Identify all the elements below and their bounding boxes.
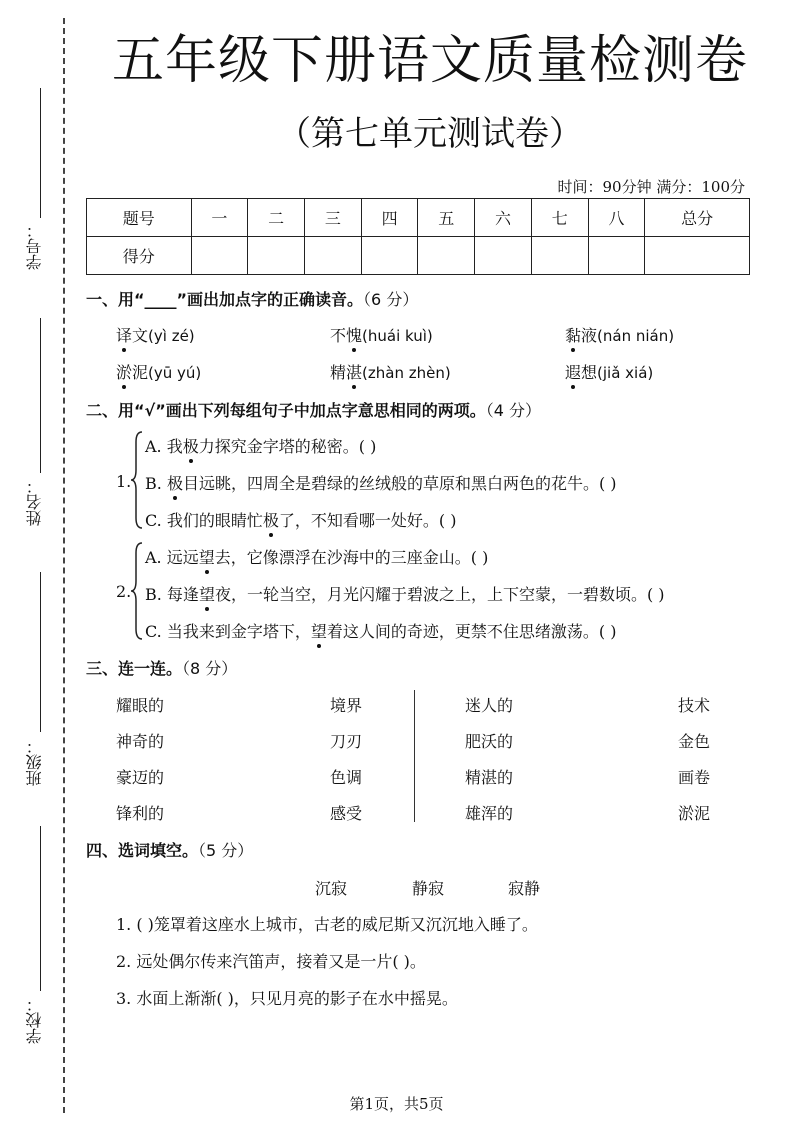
match-word[interactable]: 刀刃 [330, 732, 363, 751]
match-divider [414, 690, 415, 822]
fill-blank-item[interactable]: 1. ( )笼罩着这座水上城市，古老的威尼斯又沉沉地入睡了。 [116, 915, 538, 934]
match-word[interactable]: 淤泥 [678, 804, 711, 823]
match-word[interactable]: 感受 [330, 804, 363, 823]
match-word[interactable]: 画卷 [678, 768, 711, 787]
student-id-label: 学号： [24, 222, 44, 270]
binding-dashed-line [63, 18, 65, 1113]
score-cell: 七 [531, 199, 588, 237]
word-char: 淤 [116, 360, 132, 383]
word-char: 遐 [565, 360, 581, 383]
class-underline [40, 572, 41, 732]
word-choice: 静寂 [412, 879, 445, 898]
pinyin-item[interactable]: 遐想(jiǎ xiá) [565, 360, 653, 383]
class-label: 班级： [24, 738, 44, 786]
group2-brace [130, 541, 144, 641]
match-word[interactable]: 耀眼的 [116, 696, 165, 715]
pinyin-item[interactable]: 黏液(nán nián) [565, 323, 674, 346]
match-word[interactable]: 境界 [330, 696, 363, 715]
section2-heading: 二、用“√”画出下列每组句子中加点字意思相同的两项。（4 分） [86, 401, 541, 420]
fill-blank-item[interactable]: 2. 远处偶尔传来汽笛声，接着又是一片( )。 [116, 952, 426, 971]
match-word[interactable]: 雄浑的 [465, 804, 514, 823]
word-char: 文 [132, 326, 149, 345]
score-input-cell[interactable] [531, 237, 588, 275]
sentence-option[interactable]: B. 每逢望夜，一轮当空，月光闪耀于碧波之上，上下空蒙，一碧数顷。( ) [145, 582, 665, 605]
score-cell: 总分 [645, 199, 750, 237]
word-char: 泥 [132, 363, 149, 382]
score-input-cell[interactable] [588, 237, 645, 275]
pinyin-word [565, 326, 597, 345]
word-char: 想 [581, 363, 598, 382]
sentence-option[interactable]: B. 极目远眺，四周全是碧绿的丝绒般的草原和黑白两色的花牛。( ) [145, 471, 617, 494]
score-input-cell[interactable] [645, 237, 750, 275]
name-label: 姓名： [24, 478, 44, 526]
score-cell: 八 [588, 199, 645, 237]
score-cell: 三 [304, 199, 361, 237]
word-choice: 沉寂 [315, 879, 348, 898]
match-word[interactable]: 豪迈的 [116, 768, 165, 787]
score-cell: 题号 [87, 199, 192, 237]
word-char: 不 [330, 326, 347, 345]
pinyin-word [116, 326, 148, 345]
score-input-cell[interactable] [304, 237, 361, 275]
score-table-score-row [87, 237, 750, 275]
section4-heading: 四、选词填空。（5 分） [86, 841, 254, 860]
score-cell: 一 [191, 199, 248, 237]
match-word[interactable]: 肥沃的 [465, 732, 514, 751]
sentence-option[interactable]: C. 当我来到金字塔下，望着这人间的奇迹，更禁不住思绪激荡。( ) [145, 619, 616, 642]
match-word[interactable]: 色调 [330, 768, 363, 787]
group1-brace [130, 430, 144, 530]
sentence-option[interactable]: C. 我们的眼睛忙极了，不知看哪一处好。( ) [145, 508, 456, 531]
word-char: 液 [581, 326, 598, 345]
match-word[interactable]: 技术 [678, 696, 711, 715]
sentence-option[interactable]: A. 我极力探究金字塔的秘密。( ) [145, 434, 376, 457]
page-title: 五年级下册语文质量检测卷 [111, 31, 748, 91]
fill-blank-item[interactable]: 3. 水面上渐渐( )，只见月亮的影子在水中摇晃。 [116, 989, 458, 1008]
score-input-cell[interactable] [191, 237, 248, 275]
group2-number: 2. [116, 582, 132, 601]
score-table [86, 198, 750, 275]
word-char: 精 [330, 363, 347, 382]
score-cell: 六 [475, 199, 532, 237]
match-word[interactable]: 迷人的 [465, 696, 514, 715]
pinyin-word [565, 363, 597, 382]
score-row-label: 得分 [87, 237, 192, 275]
match-word[interactable]: 精湛的 [465, 768, 514, 787]
student-id-underline [40, 88, 41, 218]
score-input-cell[interactable] [248, 237, 305, 275]
name-underline [40, 318, 41, 473]
word-char: 湛 [346, 360, 362, 383]
match-word[interactable]: 锋利的 [116, 804, 165, 823]
word-char: 译 [116, 323, 132, 346]
word-char: 愧 [346, 323, 362, 346]
page-subtitle: （第七单元测试卷） [277, 114, 583, 154]
score-table-header-row [87, 199, 750, 237]
word-char: 黏 [565, 323, 581, 346]
score-input-cell[interactable] [475, 237, 532, 275]
pinyin-item[interactable]: 精湛(zhàn zhèn) [330, 360, 451, 383]
match-word[interactable]: 金色 [678, 732, 711, 751]
pinyin-word [330, 363, 362, 382]
sentence-option[interactable]: A. 远远望去，它像漂浮在沙海中的三座金山。( ) [145, 545, 488, 568]
pinyin-item[interactable]: 不愧(huái kuì) [330, 323, 433, 346]
pinyin-item[interactable]: 淤泥(yū yú) [116, 360, 201, 383]
pinyin-word [116, 363, 148, 382]
pinyin-item[interactable]: 译文(yì zé) [116, 323, 195, 346]
section1-heading: 一、用“____”画出加点字的正确读音。（6 分） [86, 290, 419, 309]
score-input-cell[interactable] [361, 237, 418, 275]
score-cell: 四 [361, 199, 418, 237]
word-choice: 寂静 [508, 879, 541, 898]
match-word[interactable]: 神奇的 [116, 732, 165, 751]
school-label: 学校： [24, 996, 44, 1044]
school-underline [40, 826, 41, 991]
page-number: 第1页，共5页 [349, 1095, 444, 1113]
score-input-cell[interactable] [418, 237, 475, 275]
group1-number: 1. [116, 472, 132, 491]
score-cell: 五 [418, 199, 475, 237]
section3-heading: 三、连一连。（8 分） [86, 659, 238, 678]
pinyin-word [330, 326, 362, 345]
score-cell: 二 [248, 199, 305, 237]
exam-meta: 时间：90分钟 满分：100分 [557, 178, 745, 196]
